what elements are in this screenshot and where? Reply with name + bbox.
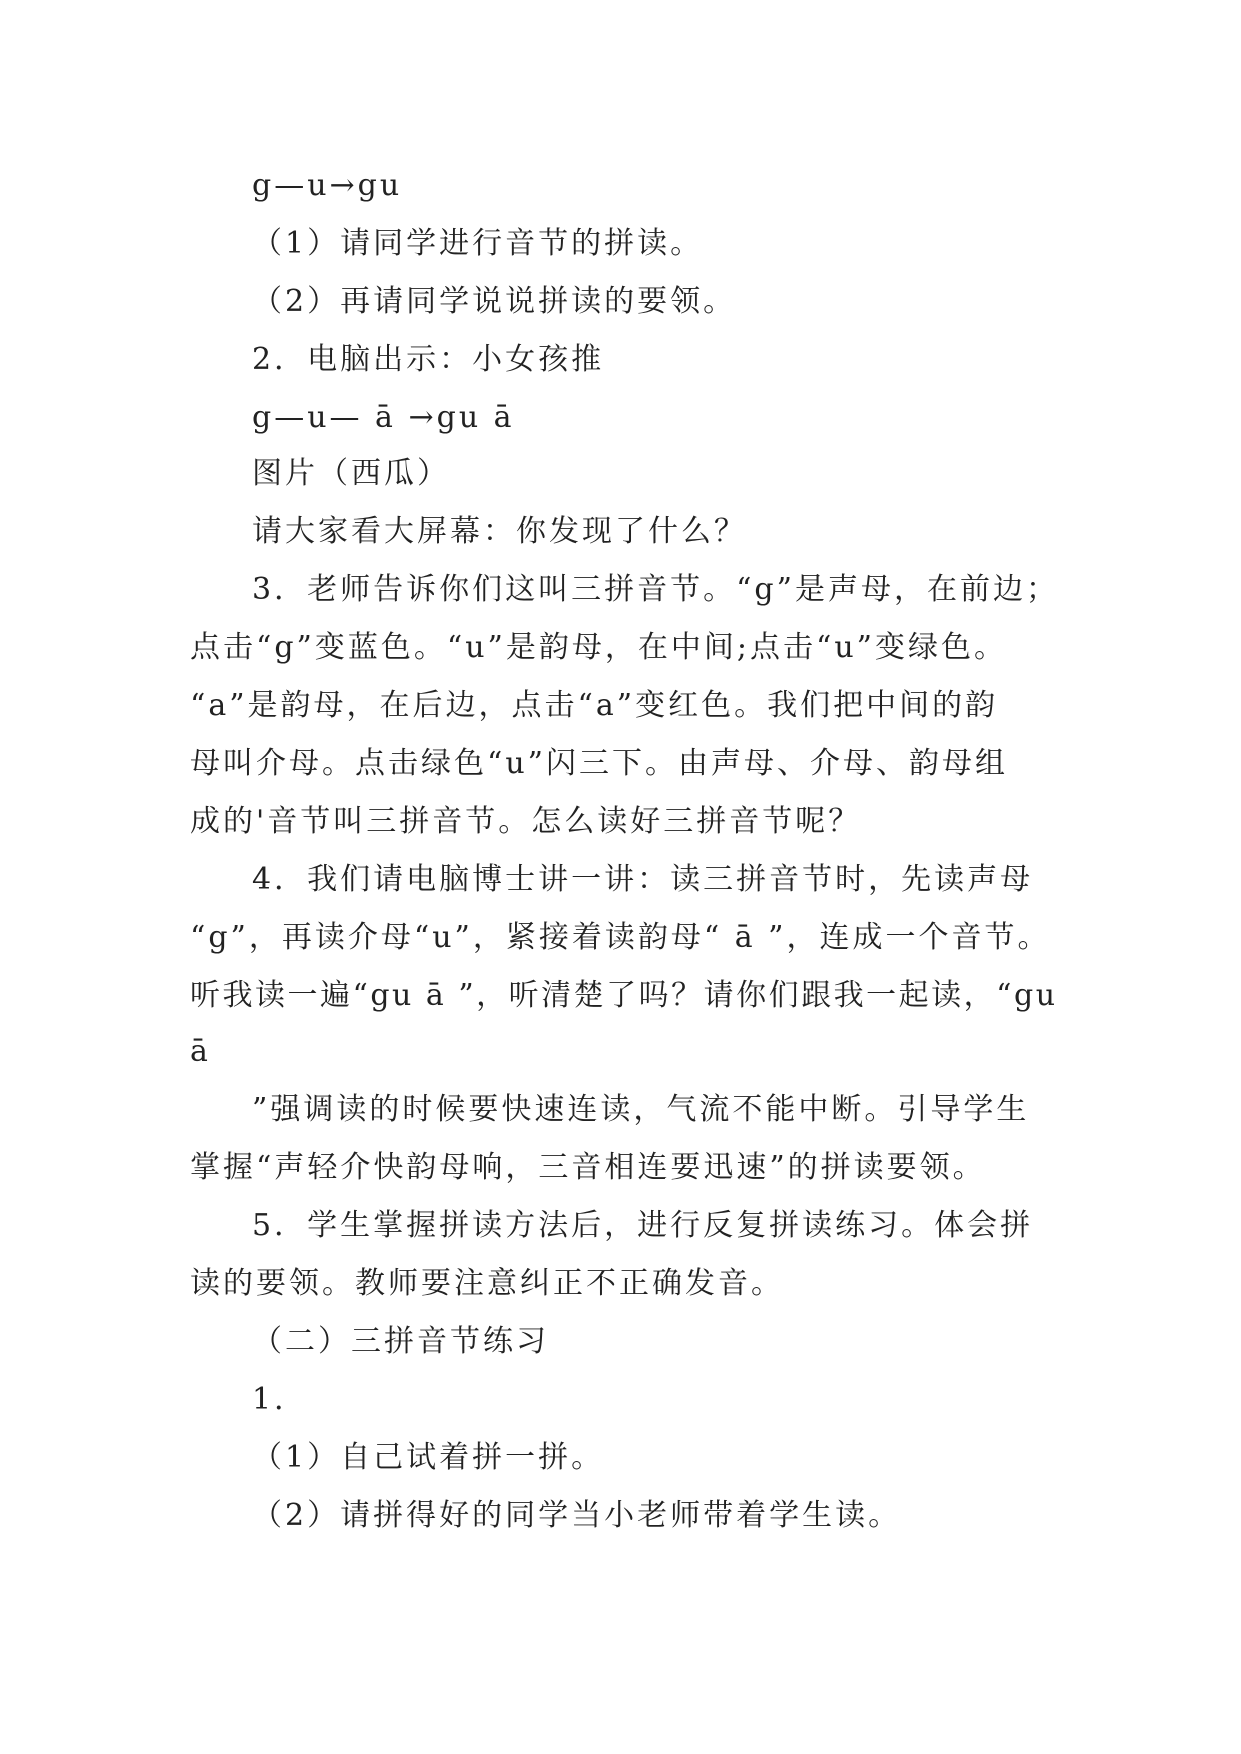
- text-line: 读的要领。教师要注意纠正不正确发音。: [190, 1266, 784, 1301]
- text-line: 3．老师告诉你们这叫三拼音节。“g”是声母，在前边；: [252, 572, 1059, 607]
- text-line: （1）请同学进行音节的拼读。: [252, 226, 704, 261]
- text-line: 母叫介母。点击绿色“u”闪三下。由声母、介母、韵母组: [190, 746, 1008, 781]
- text-line: 1．: [252, 1382, 308, 1417]
- text-line: 请大家看大屏幕：你发现了什么？: [252, 514, 747, 549]
- text-line: g—u→gu: [252, 168, 403, 203]
- text-line: g—u— ā →gu ā: [252, 400, 515, 435]
- text-line: “a”是韵母，在后边，点击“a”变红色。我们把中间的韵: [190, 688, 999, 723]
- text-line: ā: [190, 1034, 211, 1069]
- text-line: （1）自己试着拼一拼。: [252, 1440, 605, 1475]
- text-line: 5．学生掌握拼读方法后，进行反复拼读练习。体会拼: [252, 1208, 1034, 1243]
- text-line: 掌握“声轻介快韵母响，三音相连要迅速”的拼读要领。: [190, 1150, 986, 1185]
- text-line: （2）请拼得好的同学当小老师带着学生读。: [252, 1498, 902, 1533]
- text-line: 听我读一遍“gu ā ”，听清楚了吗？请你们跟我一起读，“gu: [190, 978, 1058, 1013]
- text-line: 4．我们请电脑博士讲一讲：读三拼音节时，先读声母: [252, 862, 1034, 897]
- text-line: 点击“g”变蓝色。“u”是韵母，在中间;点击“u”变绿色。: [190, 630, 1007, 665]
- text-line: （2）再请同学说说拼读的要领。: [252, 284, 737, 319]
- text-line: 2．电脑出示：小女孩推: [252, 342, 605, 377]
- text-line: 成的'音节叫三拼音节。怎么读好三拼音节呢？: [190, 804, 862, 839]
- text-line: 图片（西瓜）: [252, 456, 450, 491]
- section-heading: （二）三拼音节练习: [252, 1324, 549, 1359]
- text-line: “g”，再读介母“u”，紧接着读韵母“ ā ”，连成一个音节。: [190, 920, 1051, 955]
- text-line: ”强调读的时候要快速连读，气流不能中断。引导学生: [252, 1092, 1030, 1127]
